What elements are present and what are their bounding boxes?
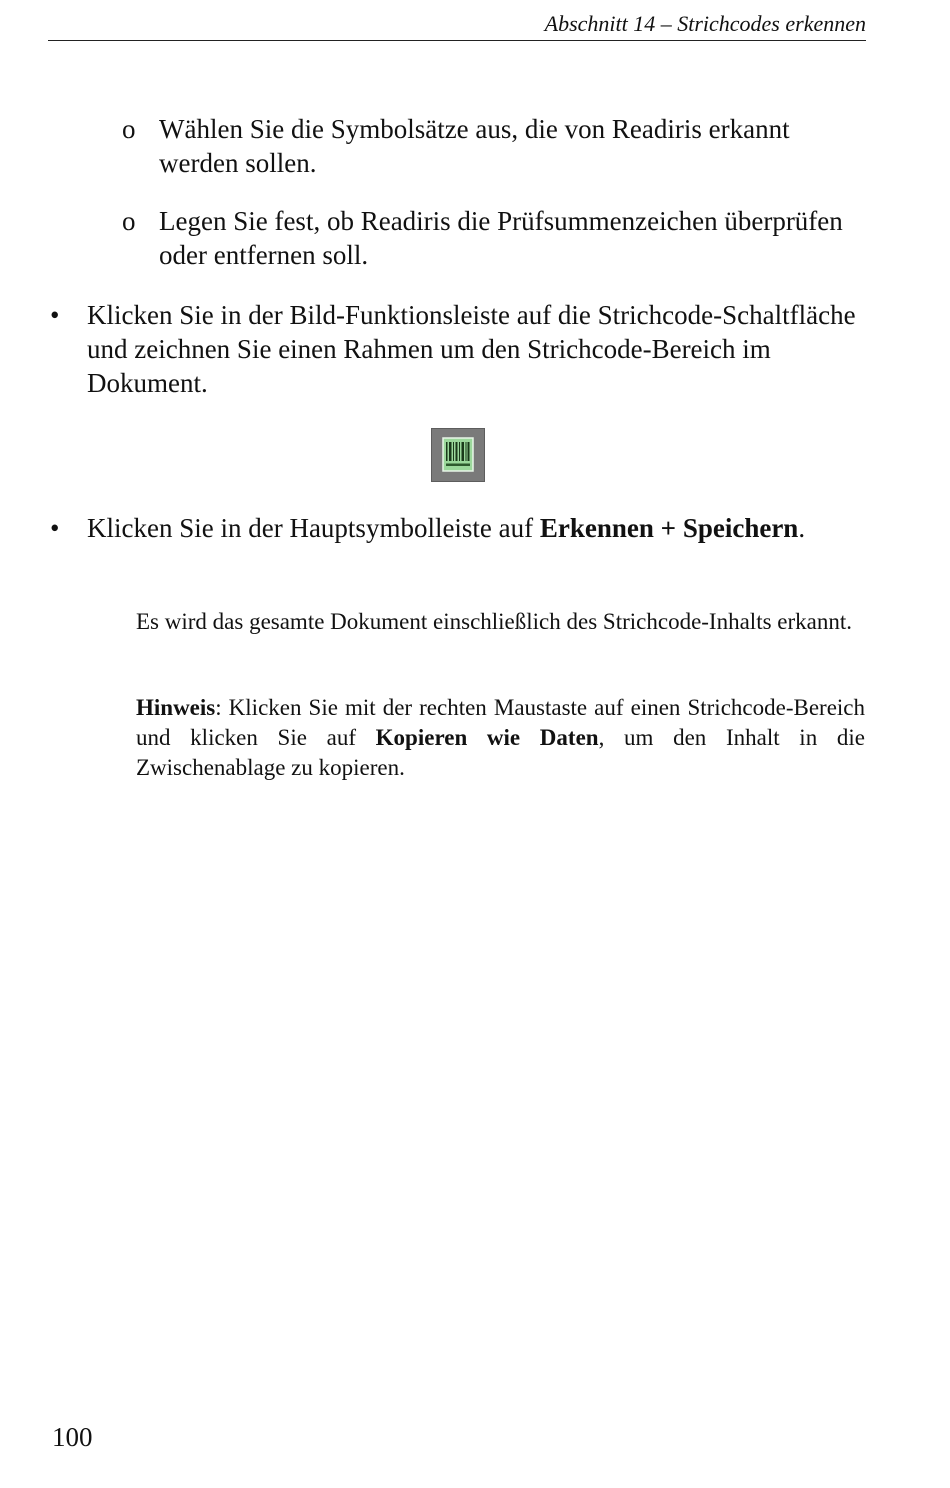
barcode-icon (431, 428, 485, 482)
sub-item-text: Wählen Sie die Symbolsätze aus, die von Readiris erkannt werden sollen. (159, 114, 790, 178)
sub-item-marker: o (122, 114, 136, 144)
page-number: 100 (52, 1422, 93, 1452)
sub-item-symbol-sets (122, 112, 866, 180)
sub-item-checksum (122, 204, 866, 272)
hint-label: Hinweis (136, 695, 216, 720)
bullet-marker: • (50, 513, 60, 543)
hint-text-part1: : Klicken Sie mit der rechten Maustaste auf einen Strichcode-Bereich und klicken Sie auf (136, 695, 865, 750)
running-header-title: Abschnitt 14 – Strichcodes erkennen (544, 11, 866, 36)
result-paragraph: Es wird das gesamte Dokument einschließlich des Strichcode-Inhalts erkannt. (136, 609, 852, 634)
bullet-item-recognize-save (50, 511, 866, 545)
bullet-text: Klicken Sie in der Bild-Funktionsleiste auf die Strichcode-Schaltfläche und zeichnen Sie einen Rahmen um den Strichcode-Bereich im Dokument. (87, 300, 856, 398)
bullet-text-before: Klicken Sie in der Hauptsymbolleiste auf (87, 513, 540, 543)
recognize-save-label: Erkennen + Speichern (539, 513, 799, 543)
bullet-marker: • (50, 300, 60, 330)
running-header (48, 8, 866, 41)
sub-item-text: Legen Sie fest, ob Readiris die Prüfsummenzeichen überprüfen oder entfernen soll. (159, 206, 843, 270)
barcode-icon-graphic (432, 429, 484, 481)
hint-text-part2: , um den Inhalt in die Zwischenablage zu kopieren. (136, 725, 865, 780)
hint-paragraph (136, 693, 865, 783)
bullet-text-after: . (798, 513, 806, 543)
copy-as-data-label: Kopieren wie Daten (375, 725, 599, 750)
sub-item-marker: o (122, 206, 136, 236)
bullet-item-barcode-button (50, 298, 866, 400)
bullet-text (87, 511, 866, 545)
